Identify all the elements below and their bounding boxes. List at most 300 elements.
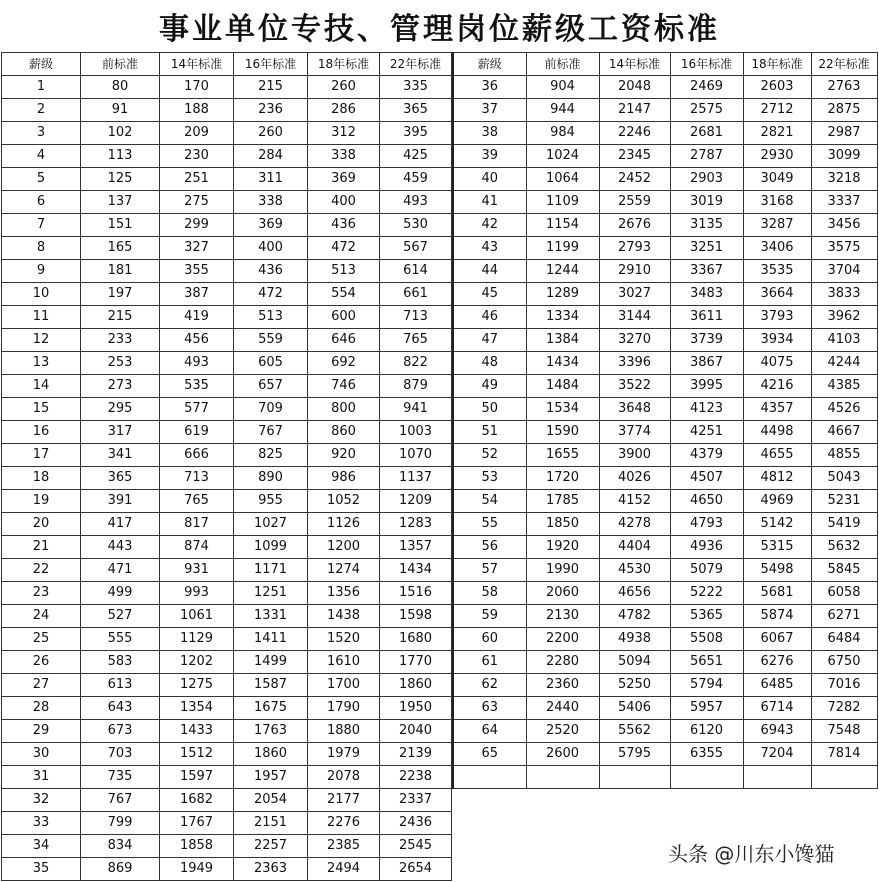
salary-cell: 2575: [670, 99, 743, 122]
salary-cell: 91: [81, 99, 160, 122]
salary-cell: 2345: [599, 145, 670, 168]
table-row: [2, 283, 452, 306]
salary-cell: 6714: [743, 697, 811, 720]
salary-cell: 4278: [599, 513, 670, 536]
salary-cell: 3406: [743, 237, 811, 260]
table-row: [453, 421, 877, 444]
table-row: [2, 352, 452, 375]
grade-cell: 3: [2, 122, 81, 145]
salary-cell: 2787: [670, 145, 743, 168]
salary-cell: 5419: [811, 513, 877, 536]
salary-cell: 666: [160, 444, 234, 467]
salary-cell: [743, 766, 811, 789]
table-row: [2, 260, 452, 283]
salary-cell: 4526: [811, 398, 877, 421]
table-row: [453, 398, 877, 421]
salary-cell: 984: [526, 122, 599, 145]
salary-cell: 559: [234, 329, 308, 352]
salary-cell: 4404: [599, 536, 670, 559]
salary-cell: 1289: [526, 283, 599, 306]
salary-cell: 2177: [308, 789, 380, 812]
salary-cell: [599, 766, 670, 789]
grade-cell: 43: [453, 237, 526, 260]
grade-cell: 63: [453, 697, 526, 720]
salary-cell: 3611: [670, 306, 743, 329]
salary-cell: 1274: [308, 559, 380, 582]
grade-cell: 4: [2, 145, 81, 168]
salary-cell: 6271: [811, 605, 877, 628]
salary-cell: 834: [81, 835, 160, 858]
salary-cell: 1597: [160, 766, 234, 789]
salary-cell: 400: [308, 191, 380, 214]
salary-cell: 3900: [599, 444, 670, 467]
salary-cell: 5795: [599, 743, 670, 766]
table-row: [2, 398, 452, 421]
salary-cell: 614: [380, 260, 452, 283]
grade-cell: 33: [2, 812, 81, 835]
salary-cell: 765: [160, 490, 234, 513]
salary-cell: 5079: [670, 559, 743, 582]
salary-cell: 746: [308, 375, 380, 398]
table-row: [2, 191, 452, 214]
salary-cell: 4498: [743, 421, 811, 444]
table-row: [2, 743, 452, 766]
salary-cell: 1357: [380, 536, 452, 559]
salary-cell: 2520: [526, 720, 599, 743]
salary-cell: 3099: [811, 145, 877, 168]
salary-cell: 230: [160, 145, 234, 168]
grade-cell: 30: [2, 743, 81, 766]
grade-cell: 28: [2, 697, 81, 720]
salary-cell: 657: [234, 375, 308, 398]
salary-cell: 2147: [599, 99, 670, 122]
salary-cell: 709: [234, 398, 308, 421]
grade-cell: 9: [2, 260, 81, 283]
salary-cell: 619: [160, 421, 234, 444]
salary-cell: 4103: [811, 329, 877, 352]
salary-cell: 735: [81, 766, 160, 789]
salary-cell: 7282: [811, 697, 877, 720]
salary-cell: 1682: [160, 789, 234, 812]
salary-cell: 4357: [743, 398, 811, 421]
salary-cell: 4655: [743, 444, 811, 467]
grade-cell: 51: [453, 421, 526, 444]
table-row: [453, 766, 877, 789]
salary-cell: 817: [160, 513, 234, 536]
salary-cell: 513: [308, 260, 380, 283]
salary-cell: 2910: [599, 260, 670, 283]
salary-cell: 3867: [670, 352, 743, 375]
table-row: [2, 99, 452, 122]
salary-cell: 986: [308, 467, 380, 490]
salary-cell: 260: [308, 76, 380, 99]
salary-cell: 165: [81, 237, 160, 260]
salary-cell: 4782: [599, 605, 670, 628]
table-row: [453, 145, 877, 168]
table-row: [2, 812, 452, 835]
grade-cell: 54: [453, 490, 526, 513]
salary-cell: 1126: [308, 513, 380, 536]
table-row: [2, 697, 452, 720]
salary-cell: 1171: [234, 559, 308, 582]
column-header: 薪级: [2, 53, 81, 76]
salary-cell: 1520: [308, 628, 380, 651]
salary-cell: 2821: [743, 122, 811, 145]
salary-cell: 4251: [670, 421, 743, 444]
table-row: [2, 168, 452, 191]
grade-cell: 19: [2, 490, 81, 513]
salary-cell: 1209: [380, 490, 452, 513]
salary-cell: 1680: [380, 628, 452, 651]
grade-cell: 37: [453, 99, 526, 122]
salary-cell: 5562: [599, 720, 670, 743]
salary-cell: 583: [81, 651, 160, 674]
salary-cell: 7548: [811, 720, 877, 743]
salary-cell: 391: [81, 490, 160, 513]
salary-cell: 767: [234, 421, 308, 444]
salary-cell: 1434: [526, 352, 599, 375]
grade-cell: 56: [453, 536, 526, 559]
salary-cell: 5094: [599, 651, 670, 674]
salary-cell: 4507: [670, 467, 743, 490]
salary-cell: 1438: [308, 605, 380, 628]
salary-cell: 2793: [599, 237, 670, 260]
table-row: [453, 329, 877, 352]
salary-cell: 713: [160, 467, 234, 490]
table-row: [453, 743, 877, 766]
salary-cell: 869: [81, 858, 160, 881]
salary-cell: 600: [308, 306, 380, 329]
salary-cell: 233: [81, 329, 160, 352]
salary-cell: 1109: [526, 191, 599, 214]
grade-cell: 44: [453, 260, 526, 283]
salary-cell: 2875: [811, 99, 877, 122]
salary-cell: 4216: [743, 375, 811, 398]
salary-cell: 4075: [743, 352, 811, 375]
salary-cell: 355: [160, 260, 234, 283]
salary-cell: 6485: [743, 674, 811, 697]
salary-cell: 215: [234, 76, 308, 99]
salary-cell: 1200: [308, 536, 380, 559]
salary-cell: 1137: [380, 467, 452, 490]
salary-cell: 4385: [811, 375, 877, 398]
salary-cell: 338: [308, 145, 380, 168]
salary-cell: 1949: [160, 858, 234, 881]
table-row: [2, 674, 452, 697]
salary-cell: 4026: [599, 467, 670, 490]
salary-cell: [526, 766, 599, 789]
column-header: 16年标准: [234, 53, 308, 76]
salary-cell: 2987: [811, 122, 877, 145]
salary-cell: 472: [308, 237, 380, 260]
grade-cell: 20: [2, 513, 81, 536]
salary-cell: 1024: [526, 145, 599, 168]
salary-cell: 419: [160, 306, 234, 329]
grade-cell: 10: [2, 283, 81, 306]
salary-cell: 471: [81, 559, 160, 582]
salary-cell: 1199: [526, 237, 599, 260]
salary-cell: 3396: [599, 352, 670, 375]
salary-cell: 577: [160, 398, 234, 421]
salary-cell: 1499: [234, 651, 308, 674]
grade-cell: 59: [453, 605, 526, 628]
grade-cell: 45: [453, 283, 526, 306]
grade-cell: 47: [453, 329, 526, 352]
salary-cell: 1202: [160, 651, 234, 674]
salary-cell: 1767: [160, 812, 234, 835]
salary-cell: 2238: [380, 766, 452, 789]
grade-cell: 64: [453, 720, 526, 743]
grade-cell: 1: [2, 76, 81, 99]
page-title: 事业单位专技、管理岗位薪级工资标准: [159, 12, 720, 47]
salary-cell: 931: [160, 559, 234, 582]
salary-cell: 2130: [526, 605, 599, 628]
grade-cell: 35: [2, 858, 81, 881]
table-row: [2, 237, 452, 260]
salary-cell: 1331: [234, 605, 308, 628]
salary-cell: 2360: [526, 674, 599, 697]
salary-cell: 643: [81, 697, 160, 720]
salary-cell: 459: [380, 168, 452, 191]
salary-cell: 2452: [599, 168, 670, 191]
column-header: 18年标准: [743, 53, 811, 76]
salary-cell: 365: [81, 467, 160, 490]
salary-cell: 944: [526, 99, 599, 122]
salary-cell: 3144: [599, 306, 670, 329]
salary-cell: 1957: [234, 766, 308, 789]
salary-cell: 151: [81, 214, 160, 237]
salary-cell: 3774: [599, 421, 670, 444]
salary-cell: 890: [234, 467, 308, 490]
salary-cell: 1770: [380, 651, 452, 674]
salary-cell: 1411: [234, 628, 308, 651]
salary-cell: 1434: [380, 559, 452, 582]
salary-cell: 493: [380, 191, 452, 214]
salary-cell: 2060: [526, 582, 599, 605]
salary-cell: 2385: [308, 835, 380, 858]
salary-cell: 646: [308, 329, 380, 352]
column-header: 16年标准: [670, 53, 743, 76]
table-row: [453, 168, 877, 191]
salary-cell: 3135: [670, 214, 743, 237]
salary-cell: 1590: [526, 421, 599, 444]
salary-cell: 2337: [380, 789, 452, 812]
salary-cell: 341: [81, 444, 160, 467]
salary-cell: 253: [81, 352, 160, 375]
salary-cell: 5222: [670, 582, 743, 605]
salary-cell: 1790: [308, 697, 380, 720]
salary-cell: 765: [380, 329, 452, 352]
salary-cell: 5498: [743, 559, 811, 582]
column-header: 前标准: [81, 53, 160, 76]
salary-cell: 3168: [743, 191, 811, 214]
column-header: 薪级: [453, 53, 526, 76]
grade-cell: 32: [2, 789, 81, 812]
salary-cell: 554: [308, 283, 380, 306]
grade-cell: 15: [2, 398, 81, 421]
salary-cell: 2276: [308, 812, 380, 835]
table-row: [453, 559, 877, 582]
salary-cell: 1920: [526, 536, 599, 559]
salary-cell: 2494: [308, 858, 380, 881]
table-row: [453, 536, 877, 559]
column-header: 18年标准: [308, 53, 380, 76]
salary-cell: 2600: [526, 743, 599, 766]
grade-cell: 26: [2, 651, 81, 674]
salary-cell: 251: [160, 168, 234, 191]
salary-cell: 2151: [234, 812, 308, 835]
watermark-text: 头条 @川东小馋猫: [668, 842, 835, 866]
salary-cell: 2280: [526, 651, 599, 674]
table-row: [453, 605, 877, 628]
salary-cell: [811, 766, 877, 789]
column-header: 14年标准: [160, 53, 234, 76]
salary-cell: 7016: [811, 674, 877, 697]
grade-cell: 24: [2, 605, 81, 628]
salary-cell: 273: [81, 375, 160, 398]
table-row: [2, 306, 452, 329]
salary-cell: 955: [234, 490, 308, 513]
salary-cell: 6750: [811, 651, 877, 674]
grade-cell: 13: [2, 352, 81, 375]
salary-cell: 3664: [743, 283, 811, 306]
grade-cell: 40: [453, 168, 526, 191]
salary-cell: 188: [160, 99, 234, 122]
salary-cell: 3704: [811, 260, 877, 283]
salary-cell: 4656: [599, 582, 670, 605]
table-row: [453, 490, 877, 513]
table-row: [453, 260, 877, 283]
salary-cell: 6355: [670, 743, 743, 766]
salary-cell: 3251: [670, 237, 743, 260]
grade-cell: 50: [453, 398, 526, 421]
salary-cell: 4123: [670, 398, 743, 421]
table-row: [2, 375, 452, 398]
salary-cell: 825: [234, 444, 308, 467]
salary-cell: 6120: [670, 720, 743, 743]
salary-cell: 5874: [743, 605, 811, 628]
salary-cell: 2440: [526, 697, 599, 720]
salary-cell: 1979: [308, 743, 380, 766]
salary-cell: 170: [160, 76, 234, 99]
salary-cell: 1858: [160, 835, 234, 858]
salary-cell: 1356: [308, 582, 380, 605]
salary-cell: 215: [81, 306, 160, 329]
salary-cell: 2545: [380, 835, 452, 858]
table-row: [2, 720, 452, 743]
salary-cell: 2257: [234, 835, 308, 858]
salary-cell: 5043: [811, 467, 877, 490]
column-header: 22年标准: [380, 53, 452, 76]
grade-cell: 8: [2, 237, 81, 260]
salary-cell: 102: [81, 122, 160, 145]
table-row: [2, 329, 452, 352]
salary-cell: 3648: [599, 398, 670, 421]
salary-cell: 1860: [234, 743, 308, 766]
salary-cell: 2139: [380, 743, 452, 766]
salary-cell: 3962: [811, 306, 877, 329]
salary-cell: 1675: [234, 697, 308, 720]
salary-cell: 713: [380, 306, 452, 329]
grade-cell: 38: [453, 122, 526, 145]
salary-cell: 499: [81, 582, 160, 605]
salary-cell: 1880: [308, 720, 380, 743]
table-row: [2, 835, 452, 858]
table-row: [453, 375, 877, 398]
salary-cell: 1433: [160, 720, 234, 743]
grade-cell: 36: [453, 76, 526, 99]
salary-cell: 3934: [743, 329, 811, 352]
salary-cell: 1484: [526, 375, 599, 398]
salary-cell: 113: [81, 145, 160, 168]
salary-cell: 1244: [526, 260, 599, 283]
grade-cell: 14: [2, 375, 81, 398]
salary-cell: 567: [380, 237, 452, 260]
salary-cell: 299: [160, 214, 234, 237]
salary-cell: 1251: [234, 582, 308, 605]
salary-cell: 1763: [234, 720, 308, 743]
table-row: [453, 306, 877, 329]
salary-cell: 317: [81, 421, 160, 444]
salary-cell: 2469: [670, 76, 743, 99]
salary-cell: 1700: [308, 674, 380, 697]
salary-cell: 1655: [526, 444, 599, 467]
salary-cell: 1283: [380, 513, 452, 536]
grade-cell: 21: [2, 536, 81, 559]
salary-cell: 365: [380, 99, 452, 122]
grade-cell: 49: [453, 375, 526, 398]
salary-cell: 5681: [743, 582, 811, 605]
grade-cell: 27: [2, 674, 81, 697]
salary-cell: 1610: [308, 651, 380, 674]
salary-cell: 3995: [670, 375, 743, 398]
table-row: [453, 582, 877, 605]
salary-cell: 5651: [670, 651, 743, 674]
grade-cell: 53: [453, 467, 526, 490]
salary-cell: [670, 766, 743, 789]
table-row: [453, 237, 877, 260]
table-body-left: [2, 76, 452, 881]
salary-cell: 2054: [234, 789, 308, 812]
salary-cell: 800: [308, 398, 380, 421]
table-row: [453, 513, 877, 536]
table-row: [453, 122, 877, 145]
salary-cell: 3337: [811, 191, 877, 214]
table-row: [453, 674, 877, 697]
table-row: [453, 697, 877, 720]
table-body-right: [453, 76, 877, 789]
salary-cell: 513: [234, 306, 308, 329]
table-row: [453, 720, 877, 743]
salary-cell: 2200: [526, 628, 599, 651]
salary-cell: 692: [308, 352, 380, 375]
salary-cell: 436: [308, 214, 380, 237]
salary-cell: 125: [81, 168, 160, 191]
salary-cell: 5957: [670, 697, 743, 720]
salary-cell: 327: [160, 237, 234, 260]
salary-cell: 2763: [811, 76, 877, 99]
table-row: [2, 766, 452, 789]
salary-cell: 3456: [811, 214, 877, 237]
salary-cell: 879: [380, 375, 452, 398]
grade-cell: 11: [2, 306, 81, 329]
salary-cell: 80: [81, 76, 160, 99]
salary-cell: 4650: [670, 490, 743, 513]
salary-cell: 2930: [743, 145, 811, 168]
salary-cell: 5315: [743, 536, 811, 559]
salary-cell: 1027: [234, 513, 308, 536]
salary-cell: 425: [380, 145, 452, 168]
